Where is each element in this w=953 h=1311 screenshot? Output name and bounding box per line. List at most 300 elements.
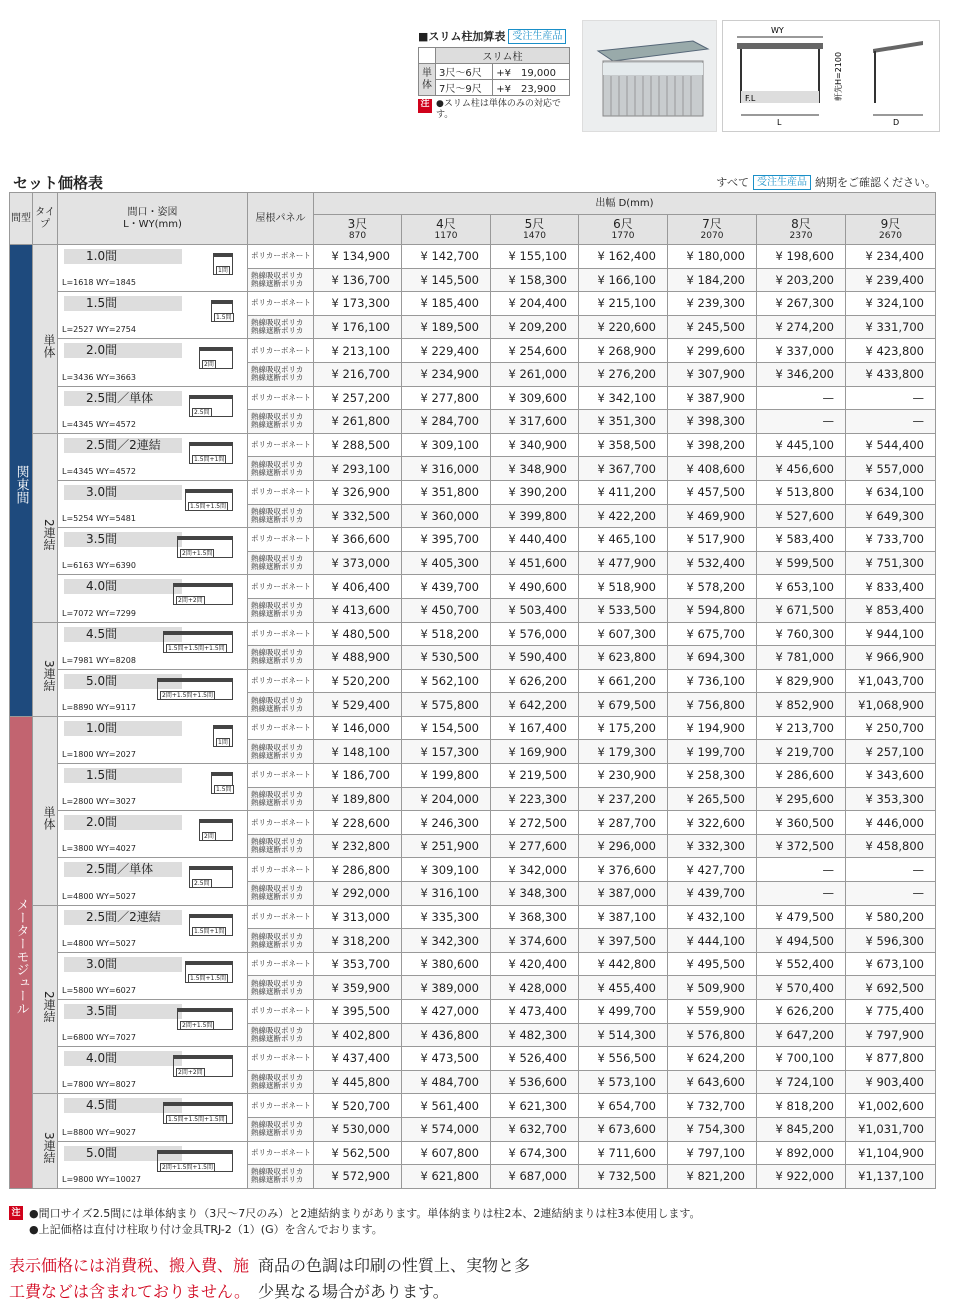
price-cell: ¥ 250,700 — [846, 716, 936, 740]
dimension-label: L=8800 WY=9027 — [62, 1127, 136, 1137]
price-cell: ¥ 517,900 — [668, 528, 757, 552]
table-row — [10, 1000, 936, 1024]
depth-label: 9尺 — [880, 216, 901, 231]
table-row — [10, 764, 936, 788]
dimension-label: L=9800 WY=10027 — [62, 1174, 142, 1184]
price-cell: ¥ 296,000 — [579, 834, 668, 858]
depth-4尺 — [402, 215, 491, 245]
price-cell: ¥ 332,300 — [668, 834, 757, 858]
panel-type: 熱線吸収ポリカ 熱線遮断ポリカ — [248, 929, 314, 953]
depth-mm: 1770 — [611, 230, 635, 241]
price-cell: ¥ 694,300 — [668, 646, 757, 670]
depth-mm: 2370 — [789, 230, 813, 241]
price-cell: ¥ 317,600 — [491, 410, 579, 434]
price-cell: ¥ 922,000 — [757, 1165, 846, 1189]
price-cell: ¥ 576,800 — [668, 1023, 757, 1047]
dimension-label: L=5254 WY=5481 — [62, 514, 136, 524]
price-cell: ¥ 387,100 — [579, 905, 668, 929]
dimension-label: L=1800 WY=2027 — [62, 750, 136, 760]
price-cell: ¥ 397,500 — [579, 929, 668, 953]
structure-icon-label: 1.5間+1.5間 — [190, 502, 227, 510]
price-cell: ¥ 189,500 — [402, 315, 491, 339]
panel-type: 熱線吸収ポリカ 熱線遮断ポリカ — [248, 362, 314, 386]
price-cell: ¥ 287,700 — [579, 811, 668, 835]
price-cell: ¥ 818,200 — [757, 1094, 846, 1118]
structure-icon — [177, 536, 233, 558]
price-cell: ¥ 671,500 — [757, 598, 846, 622]
price-cell: ¥ 529,400 — [314, 693, 402, 717]
price-cell: ¥ 833,400 — [846, 575, 936, 599]
depth-mm: 1170 — [434, 230, 458, 241]
price-cell: — — [757, 386, 846, 410]
price-cell: ¥ 675,700 — [668, 622, 757, 646]
structure-icon-label: 2間+1.5間+1.5間 — [162, 691, 213, 699]
price-cell: ¥ 457,500 — [668, 480, 757, 504]
structure-icon-label: 2間 — [204, 833, 214, 841]
price-cell: ¥ 433,800 — [846, 362, 936, 386]
price-cell: ¥ 353,300 — [846, 787, 936, 811]
price-cell: ¥ 607,300 — [579, 622, 668, 646]
size-cell — [58, 952, 248, 999]
depth-label: 6尺 — [613, 216, 633, 231]
region-label: 関東間 — [10, 245, 33, 717]
price-cell: ¥ 346,200 — [757, 362, 846, 386]
svg-text:F.L: F.L — [745, 94, 756, 103]
price-cell: ¥ 520,200 — [314, 669, 402, 693]
size-cell — [58, 764, 248, 811]
price-cell: ¥ 261,800 — [314, 410, 402, 434]
size-cell — [58, 292, 248, 339]
structure-icon-label: 1.5間+1間 — [194, 455, 225, 463]
panel-type: 熱線吸収ポリカ 熱線遮断ポリカ — [248, 315, 314, 339]
price-cell: ¥ 389,000 — [402, 976, 491, 1000]
price-cell: ¥ 134,900 — [314, 245, 402, 269]
span-label: 2.5間／単体 — [64, 862, 182, 877]
price-cell: ¥ 169,900 — [491, 740, 579, 764]
note-post: 納期をご確認ください。 — [815, 176, 936, 189]
panel-type: 熱線吸収ポリカ 熱線遮断ポリカ — [248, 693, 314, 717]
structure-icon — [163, 631, 233, 653]
price-cell: ¥ 455,400 — [579, 976, 668, 1000]
header-size-col: 間口・姿図 L・WY(mm) — [58, 193, 248, 245]
price-cell: ¥ 494,500 — [757, 929, 846, 953]
price-cell: ¥ 642,200 — [491, 693, 579, 717]
panel-type: 熱線吸収ポリカ 熱線遮断ポリカ — [248, 1165, 314, 1189]
price-cell: ¥ 422,200 — [579, 504, 668, 528]
price-cell: ¥ 203,200 — [757, 268, 846, 292]
price-cell: ¥ 274,200 — [757, 315, 846, 339]
price-cell: ¥ 398,200 — [668, 433, 757, 457]
structure-icon-label: 2間+1.5間 — [182, 550, 213, 558]
price-cell: ¥ 213,100 — [314, 339, 402, 363]
price-cell: ¥ 167,400 — [491, 716, 579, 740]
size-cell — [58, 905, 248, 952]
price-cell: ¥ 572,900 — [314, 1165, 402, 1189]
span-label: 5.0間 — [64, 674, 182, 689]
dimension-label: L=3800 WY=4027 — [62, 844, 136, 854]
price-cell: ¥ 440,400 — [491, 528, 579, 552]
price-cell: ¥ 277,600 — [491, 834, 579, 858]
footnote-line: ●上記価格は直付け柱取り付け金具TRJ-2（1）(G）を含んでおります。 — [29, 1223, 383, 1236]
region-label: メーターモジュール — [10, 716, 33, 1188]
price-cell: ¥ 700,100 — [757, 1047, 846, 1071]
span-label: 3.5間 — [64, 1004, 182, 1019]
panel-type: ポリカーボネート — [248, 1141, 314, 1165]
span-label: 3.5間 — [64, 532, 182, 547]
price-cell: ¥ 387,900 — [668, 386, 757, 410]
price-cell: ¥ 679,500 — [579, 693, 668, 717]
span-label: 2.0間 — [64, 343, 182, 358]
price-cell: ¥ 732,500 — [579, 1165, 668, 1189]
slim-pillar-table — [418, 47, 570, 96]
structure-icon-label: 1.5間 — [216, 314, 232, 322]
price-cell: ¥ 724,100 — [757, 1070, 846, 1094]
table-row — [10, 669, 936, 693]
price-cell: ¥ 578,200 — [668, 575, 757, 599]
price-cell: ¥ 316,100 — [402, 882, 491, 906]
footnote — [9, 1206, 934, 1238]
price-cell: ¥ 596,300 — [846, 929, 936, 953]
price-cell: — — [846, 410, 936, 434]
price-cell: ¥ 180,000 — [668, 245, 757, 269]
price-cell: ¥ 634,100 — [846, 480, 936, 504]
price-cell: ¥ 229,400 — [402, 339, 491, 363]
price-cell: ¥ 556,500 — [579, 1047, 668, 1071]
price-cell: ¥ 239,400 — [846, 268, 936, 292]
depth-9尺 — [846, 215, 936, 245]
price-cell: ¥ 781,000 — [757, 646, 846, 670]
price-cell: ¥ 495,500 — [668, 952, 757, 976]
span-label: 2.5間／2連結 — [64, 438, 182, 453]
price-cell: ¥ 458,800 — [846, 834, 936, 858]
delivery-note — [716, 174, 936, 190]
price-cell: ¥ 246,300 — [402, 811, 491, 835]
span-label: 1.5間 — [64, 768, 182, 783]
price-cell: ¥ 185,400 — [402, 292, 491, 316]
depth-7尺 — [668, 215, 757, 245]
price-cell: ¥ 513,800 — [757, 480, 846, 504]
panel-type: ポリカーボネート — [248, 669, 314, 693]
panel-type: 熱線吸収ポリカ 熱線遮断ポリカ — [248, 646, 314, 670]
price-cell: ¥ 318,200 — [314, 929, 402, 953]
panel-type: ポリカーボネート — [248, 339, 314, 363]
price-cell: ¥ 465,100 — [579, 528, 668, 552]
table-row — [10, 1094, 936, 1118]
panel-type: ポリカーボネート — [248, 905, 314, 929]
price-cell: ¥ 359,900 — [314, 976, 402, 1000]
panel-type: 熱線吸収ポリカ 熱線遮断ポリカ — [248, 882, 314, 906]
price-cell: ¥ 390,200 — [491, 480, 579, 504]
price-cell: ¥ 299,600 — [668, 339, 757, 363]
price-cell: ¥ 293,100 — [314, 457, 402, 481]
panel-type: ポリカーボネート — [248, 386, 314, 410]
price-cell: ¥ 245,500 — [668, 315, 757, 339]
price-cell: ¥ 335,300 — [402, 905, 491, 929]
depth-label: 7尺 — [702, 216, 722, 231]
price-cell: ¥ 643,600 — [668, 1070, 757, 1094]
price-cell: ¥ 626,200 — [757, 1000, 846, 1024]
price-cell: ¥ 372,500 — [757, 834, 846, 858]
table-row — [10, 905, 936, 929]
panel-type: ポリカーボネート — [248, 811, 314, 835]
price-cell: ¥1,104,900 — [846, 1141, 936, 1165]
panel-type: 熱線吸収ポリカ 熱線遮断ポリカ — [248, 551, 314, 575]
panel-type: ポリカーボネート — [248, 764, 314, 788]
price-cell: ¥ 437,400 — [314, 1047, 402, 1071]
structure-icon — [173, 1055, 233, 1077]
price-cell: ¥ 268,900 — [579, 339, 668, 363]
price-cell: ¥ 661,200 — [579, 669, 668, 693]
price-cell: ¥ 215,100 — [579, 292, 668, 316]
price-cell: ¥ 360,000 — [402, 504, 491, 528]
price-cell: ¥ 326,900 — [314, 480, 402, 504]
price-cell: ¥ 736,100 — [668, 669, 757, 693]
price-cell: ¥ 439,700 — [668, 882, 757, 906]
span-label: 2.5間／2連結 — [64, 910, 182, 925]
price-cell: ¥ 284,700 — [402, 410, 491, 434]
price-cell: ¥ 219,500 — [491, 764, 579, 788]
span-label: 1.0間 — [64, 249, 182, 264]
price-cell: ¥ 213,700 — [757, 716, 846, 740]
price-cell: ¥ 237,200 — [579, 787, 668, 811]
structure-icon-label: 2.5間 — [194, 880, 210, 888]
panel-type: 熱線吸収ポリカ 熱線遮断ポリカ — [248, 834, 314, 858]
price-cell: ¥ 316,000 — [402, 457, 491, 481]
span-label: 2.5間／単体 — [64, 391, 182, 406]
structure-icon-label: 2間+1.5間+1.5間 — [162, 1163, 213, 1171]
panel-type: 熱線吸収ポリカ 熱線遮断ポリカ — [248, 740, 314, 764]
price-cell: ¥ 348,900 — [491, 457, 579, 481]
price-cell: ¥ 154,500 — [402, 716, 491, 740]
panel-type: 熱線吸収ポリカ 熱線遮断ポリカ — [248, 268, 314, 292]
table-row — [10, 716, 936, 740]
price-cell: ¥ 527,600 — [757, 504, 846, 528]
span-label: 3.0間 — [64, 485, 182, 500]
structure-icon-label: 1.5間+1間 — [194, 927, 225, 935]
price-cell: ¥ 374,600 — [491, 929, 579, 953]
price-cell: ¥ 797,100 — [668, 1141, 757, 1165]
depth-label: 5尺 — [524, 216, 545, 231]
size-cell — [58, 1141, 248, 1188]
size-cell — [58, 716, 248, 763]
price-cell: ¥1,137,100 — [846, 1165, 936, 1189]
dimension-label: L=4800 WY=5027 — [62, 891, 136, 901]
price-cell: ¥ 286,800 — [314, 858, 402, 882]
dimension-label: L=8890 WY=9117 — [62, 702, 136, 712]
price-cell: ¥ 309,100 — [402, 858, 491, 882]
price-cell: ¥ 420,400 — [491, 952, 579, 976]
header-subtype-col: タイプ — [33, 193, 58, 245]
size-cell — [58, 1094, 248, 1141]
structure-icon — [211, 772, 233, 794]
price-cell: ¥ 473,500 — [402, 1047, 491, 1071]
price-cell: ¥ 477,900 — [579, 551, 668, 575]
price-cell: ¥ 408,600 — [668, 457, 757, 481]
price-cell: ¥ 258,300 — [668, 764, 757, 788]
price-cell: ¥ 136,700 — [314, 268, 402, 292]
price-cell: ¥ 332,500 — [314, 504, 402, 528]
structure-icon — [199, 819, 233, 841]
structure-icon-label: 1間 — [218, 267, 228, 274]
price-cell: ¥ 367,700 — [579, 457, 668, 481]
price-cell: ¥ 399,800 — [491, 504, 579, 528]
price-cell: ¥ 751,300 — [846, 551, 936, 575]
structure-icon — [189, 914, 233, 936]
price-cell: ¥ 526,400 — [491, 1047, 579, 1071]
price-cell: ¥ 754,300 — [668, 1117, 757, 1141]
price-cell: ¥ 473,400 — [491, 1000, 579, 1024]
diag-h: 軒先H=2100 — [834, 51, 843, 101]
price-cell: ¥ 276,200 — [579, 362, 668, 386]
depth-3尺 — [314, 215, 402, 245]
type-label: 3連結 — [33, 622, 58, 716]
price-cell: ¥ 194,900 — [668, 716, 757, 740]
price-cell: ¥ 733,700 — [846, 528, 936, 552]
price-cell: — — [757, 858, 846, 882]
dimension-label: L=3436 WY=3663 — [62, 372, 136, 382]
header-depth: 出幅 D(mm) — [314, 193, 936, 215]
size-cell — [58, 339, 248, 386]
price-cell: — — [846, 858, 936, 882]
price-cell: ¥ 673,100 — [846, 952, 936, 976]
price-cell: ¥ 368,300 — [491, 905, 579, 929]
price-cell: ¥ 395,700 — [402, 528, 491, 552]
table-row — [10, 575, 936, 599]
size-cell — [58, 811, 248, 858]
dimension-label: L=5800 WY=6027 — [62, 986, 136, 995]
type-label: 単体 — [33, 245, 58, 434]
price-cell: ¥ 446,000 — [846, 811, 936, 835]
price-cell: ¥ 395,500 — [314, 1000, 402, 1024]
price-cell: ¥ 451,600 — [491, 551, 579, 575]
panel-type: ポリカーボネート — [248, 716, 314, 740]
price-cell: ¥ 775,400 — [846, 1000, 936, 1024]
price-cell: ¥ 692,500 — [846, 976, 936, 1000]
structure-icon-label: 2間+2間 — [178, 597, 203, 605]
slim-pillar-section — [418, 28, 578, 121]
price-cell: ¥ 353,700 — [314, 952, 402, 976]
panel-type: 熱線吸収ポリカ 熱線遮断ポリカ — [248, 410, 314, 434]
price-cell: ¥ 272,500 — [491, 811, 579, 835]
slim-title: ■スリム柱加算表 — [418, 30, 506, 43]
footnote-mark: 注 — [9, 1206, 23, 1220]
structure-icon — [157, 678, 233, 700]
price-cell: ¥ 821,200 — [668, 1165, 757, 1189]
price-cell: ¥ 877,800 — [846, 1047, 936, 1071]
price-cell: ¥ 445,800 — [314, 1070, 402, 1094]
price-cell: ¥ 428,000 — [491, 976, 579, 1000]
price-cell: ¥ 653,100 — [757, 575, 846, 599]
price-cell: ¥ 594,800 — [668, 598, 757, 622]
price-cell: ¥ 479,500 — [757, 905, 846, 929]
span-label: 1.5間 — [64, 296, 182, 311]
price-cell: ¥ 520,700 — [314, 1094, 402, 1118]
slim-range: 7尺〜9尺 — [436, 80, 493, 96]
price-cell: ¥ 760,300 — [757, 622, 846, 646]
panel-type: 熱線吸収ポリカ 熱線遮断ポリカ — [248, 787, 314, 811]
panel-type: ポリカーボネート — [248, 952, 314, 976]
dimension-label: L=2800 WY=3027 — [62, 797, 136, 807]
price-cell: ¥ 544,400 — [846, 433, 936, 457]
price-cell: ¥ 343,600 — [846, 764, 936, 788]
price-cell: ¥ 406,400 — [314, 575, 402, 599]
price-cell: ¥ 573,100 — [579, 1070, 668, 1094]
dimension-label: L=7981 WY=8208 — [62, 655, 136, 665]
price-cell: ¥ 198,600 — [757, 245, 846, 269]
structure-icon — [163, 1102, 233, 1124]
price-cell: ¥ 331,700 — [846, 315, 936, 339]
price-cell: ¥ 234,400 — [846, 245, 936, 269]
table-row — [10, 1047, 936, 1071]
note-mark: 注 — [418, 99, 432, 113]
dimension-label: L=2527 WY=2754 — [62, 325, 136, 335]
panel-type: ポリカーボネート — [248, 622, 314, 646]
price-cell: ¥ 621,300 — [491, 1094, 579, 1118]
price-cell: ¥ 146,000 — [314, 716, 402, 740]
span-label: 4.0間 — [64, 579, 182, 594]
price-cell: ¥ 649,300 — [846, 504, 936, 528]
price-cell: ¥ 533,500 — [579, 598, 668, 622]
price-cell: ¥ 360,500 — [757, 811, 846, 835]
price-cell: ¥ 590,400 — [491, 646, 579, 670]
price-cell: ¥ 348,300 — [491, 882, 579, 906]
price-cell: ¥ 376,600 — [579, 858, 668, 882]
panel-type: ポリカーボネート — [248, 480, 314, 504]
price-cell: ¥ 562,500 — [314, 1141, 402, 1165]
price-cell: ¥ 257,100 — [846, 740, 936, 764]
price-cell: ¥ 351,800 — [402, 480, 491, 504]
table-row — [10, 292, 936, 316]
price-cell: ¥ 157,300 — [402, 740, 491, 764]
price-cell: ¥ 257,200 — [314, 386, 402, 410]
price-cell: ¥ 228,600 — [314, 811, 402, 835]
price-cell: ¥ 199,800 — [402, 764, 491, 788]
price-cell: ¥ 442,800 — [579, 952, 668, 976]
structure-icon — [189, 395, 233, 417]
price-cell: ¥1,068,900 — [846, 693, 936, 717]
panel-type: 熱線吸収ポリカ 熱線遮断ポリカ — [248, 1117, 314, 1141]
span-label: 1.0間 — [64, 721, 182, 736]
price-cell: ¥ 518,900 — [579, 575, 668, 599]
table-row — [10, 528, 936, 552]
price-cell: ¥ 179,300 — [579, 740, 668, 764]
panel-type: 熱線吸収ポリカ 熱線遮断ポリカ — [248, 1023, 314, 1047]
price-cell: ¥ 342,000 — [491, 858, 579, 882]
panel-type: 熱線吸収ポリカ 熱線遮断ポリカ — [248, 976, 314, 1000]
price-cell: ¥ 673,600 — [579, 1117, 668, 1141]
price-cell: ¥ 427,000 — [402, 1000, 491, 1024]
panel-type: ポリカーボネート — [248, 528, 314, 552]
structure-icon-label: 2.5間 — [194, 408, 210, 416]
price-cell: ¥ 413,600 — [314, 598, 402, 622]
price-cell: ¥ 445,100 — [757, 433, 846, 457]
price-cell: ¥ 903,400 — [846, 1070, 936, 1094]
price-cell: ¥ 536,600 — [491, 1070, 579, 1094]
price-cell: ¥ 307,900 — [668, 362, 757, 386]
price-cell: ¥ 220,600 — [579, 315, 668, 339]
price-cell: ¥ 145,500 — [402, 268, 491, 292]
structure-icon — [157, 1150, 233, 1172]
price-cell: ¥ 387,000 — [579, 882, 668, 906]
table-row — [10, 339, 936, 363]
price-cell: ¥ 436,800 — [402, 1023, 491, 1047]
price-cell: — — [846, 386, 936, 410]
price-cell: ¥ 484,700 — [402, 1070, 491, 1094]
price-cell: ¥ 166,100 — [579, 268, 668, 292]
table-row — [10, 433, 936, 457]
footnote-line: ●間口サイズ2.5間には単体納まり（3尺〜7尺のみ）と2連結納まりがあります。単体納まりは柱2本、2連結納まりは柱3本使用します。 — [29, 1207, 701, 1220]
table-row — [10, 858, 936, 882]
